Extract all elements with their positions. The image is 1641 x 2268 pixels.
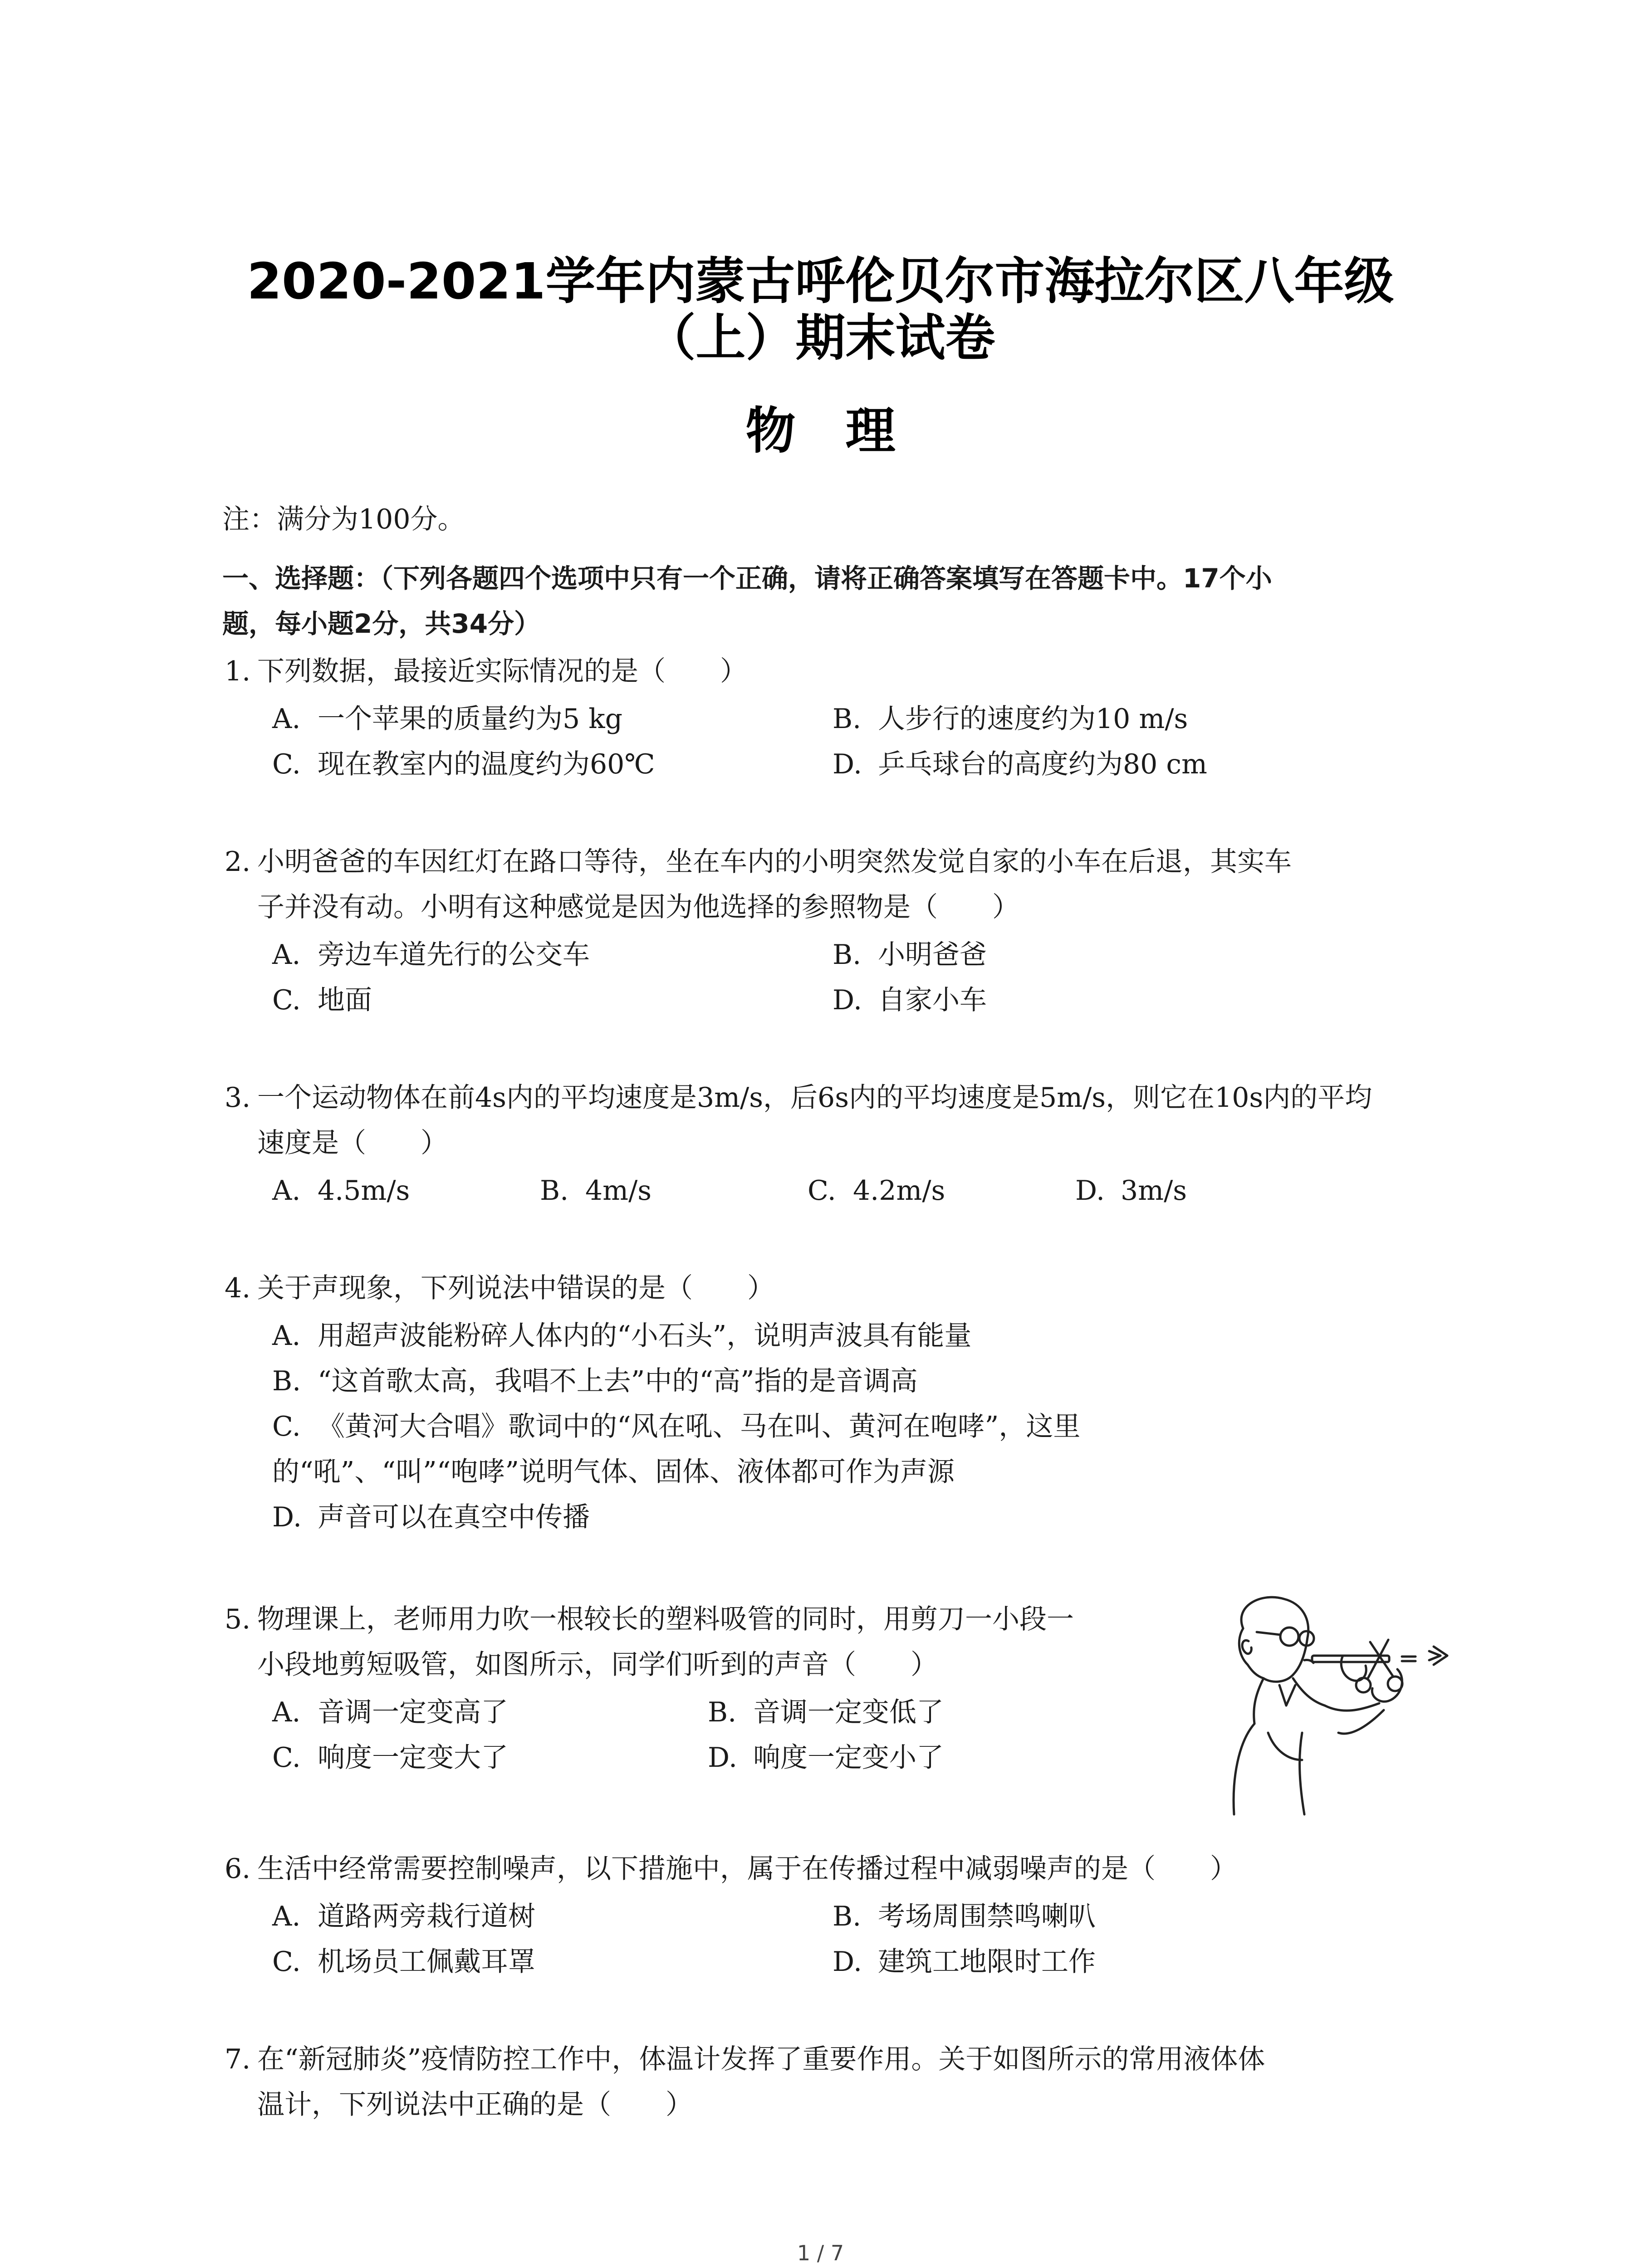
question-text: 物理课上，老师用力吹一根较长的塑料吸管的同时，用剪刀一小段一	[257, 1603, 1074, 1635]
option-text: 一个苹果的质量约为5 kg	[318, 703, 623, 735]
question-text: 关于声现象，下列说法中错误的是（ ）	[257, 1272, 774, 1304]
exam-title-line1: 2020-2021学年内蒙古呼伦贝尔市海拉尔区八年级	[247, 252, 1394, 310]
question-number: 1.	[225, 655, 251, 687]
option-letter: C.	[272, 1411, 301, 1442]
section-heading-line2: 题，每小题2分，共34分）	[222, 608, 541, 639]
score-note: 注：满分为100分。	[222, 503, 465, 535]
option-text: 小明爸爸	[878, 939, 987, 971]
option-a	[272, 937, 590, 973]
option-letter: D.	[833, 748, 862, 780]
subject-title: 物理	[745, 402, 945, 460]
option-letter: C.	[272, 748, 301, 780]
option-letter: C.	[272, 1946, 301, 1978]
option-text: 4.5m/s	[318, 1175, 410, 1207]
question-text: 小明爸爸的车因红灯在路口等待，坐在车内的小明突然发觉自家的小车在后退，其实车	[257, 846, 1292, 878]
option-c	[272, 982, 372, 1018]
option-text: 响度一定变小了	[753, 1742, 944, 1774]
option-c	[272, 1408, 1080, 1445]
option-text: 音调一定变高了	[318, 1696, 508, 1728]
option-text: 道路两旁栽行道树	[318, 1901, 535, 1932]
option-letter: A.	[272, 1175, 301, 1207]
question-number: 5.	[225, 1603, 251, 1635]
option-text: 乒乓球台的高度约为80 cm	[878, 748, 1207, 780]
teacher-cutting-straw-illustration	[1189, 1588, 1461, 1823]
option-d	[272, 1499, 590, 1535]
option-text: 地面	[318, 984, 372, 1016]
option-letter: D.	[833, 984, 862, 1016]
question-5-stem-line1	[225, 1601, 1074, 1637]
option-c	[272, 1740, 508, 1776]
option-letter: C.	[808, 1175, 836, 1207]
question-6-stem	[225, 1851, 1237, 1887]
option-b	[540, 1173, 652, 1209]
option-letter: A.	[272, 1320, 301, 1352]
option-a	[272, 701, 622, 737]
option-text: 旁边车道先行的公交车	[318, 939, 590, 971]
question-2-stem-line1	[225, 844, 1292, 880]
option-b	[833, 1898, 1096, 1935]
option-d	[708, 1740, 944, 1776]
section-heading-line1: 一、选择题：（下列各题四个选项中只有一个正确，请将正确答案填写在答题卡中。17个小	[222, 563, 1272, 594]
option-text: “这首歌太高，我唱不上去”中的“高”指的是音调高	[318, 1365, 918, 1397]
option-c-continued	[272, 1454, 955, 1490]
option-text: 声音可以在真空中传播	[318, 1501, 590, 1533]
option-c	[272, 746, 655, 782]
option-c	[272, 1944, 535, 1980]
question-7-stem-line1	[225, 2041, 1265, 2077]
option-letter: D.	[708, 1742, 738, 1774]
option-letter: D.	[1075, 1175, 1105, 1207]
option-a	[272, 1173, 410, 1209]
question-text: 生活中经常需要控制噪声，以下措施中，属于在传播过程中减弱噪声的是（ ）	[257, 1853, 1237, 1885]
question-number: 4.	[225, 1272, 251, 1304]
option-letter: B.	[833, 939, 862, 971]
option-letter: B.	[540, 1175, 569, 1207]
question-4-stem	[225, 1270, 774, 1306]
option-text: 自家小车	[878, 984, 987, 1016]
question-2-stem-line2: 子并没有动。小明有这种感觉是因为他选择的参照物是（ ）	[257, 891, 1019, 923]
option-letter: C.	[272, 1742, 301, 1774]
question-7-stem-line2: 温计，下列说法中正确的是（ ）	[257, 2089, 693, 2121]
option-text: 4.2m/s	[853, 1175, 945, 1207]
question-number: 7.	[225, 2043, 251, 2075]
option-text: 响度一定变大了	[318, 1742, 508, 1774]
option-text: 考场周围禁鸣喇叭	[878, 1901, 1096, 1932]
option-d	[833, 982, 987, 1018]
option-text: 人步行的速度约为10 m/s	[878, 703, 1188, 735]
question-text: 下列数据，最接近实际情况的是（ ）	[257, 655, 747, 687]
option-text: 音调一定变低了	[753, 1696, 944, 1728]
exam-title-line2: （上）期末试卷	[646, 309, 995, 367]
option-text: 《黄河大合唱》歌词中的“风在吼、马在叫、黄河在咆哮”，这里	[318, 1411, 1081, 1442]
option-letter: D.	[833, 1946, 862, 1978]
question-number: 6.	[225, 1853, 251, 1885]
option-d	[1075, 1173, 1187, 1209]
question-text: 在“新冠肺炎”疫情防控工作中，体温计发挥了重要作用。关于如图所示的常用液体体	[257, 2043, 1265, 2075]
question-number: 2.	[225, 846, 251, 878]
option-text: 4m/s	[585, 1175, 652, 1207]
option-text: 机场员工佩戴耳罩	[318, 1946, 535, 1978]
option-text: 现在教室内的温度约为60℃	[318, 748, 655, 780]
question-1-stem	[225, 653, 747, 689]
question-number: 3.	[225, 1082, 251, 1114]
option-a	[272, 1694, 508, 1730]
option-c	[808, 1173, 945, 1209]
option-b	[272, 1363, 918, 1399]
option-letter: B.	[833, 1901, 862, 1932]
question-3-stem-line2: 速度是（ ）	[257, 1127, 448, 1159]
option-letter: B.	[272, 1365, 301, 1397]
option-letter: B.	[708, 1696, 737, 1728]
option-letter: B.	[833, 703, 862, 735]
question-3-stem-line1	[225, 1080, 1372, 1116]
option-letter: A.	[272, 1696, 301, 1728]
question-5-stem-line2: 小段地剪短吸管，如图所示，同学们听到的声音（ ）	[257, 1649, 938, 1681]
option-text: 用超声波能粉碎人体内的“小石头”，说明声波具有能量	[318, 1320, 972, 1352]
option-text: 建筑工地限时工作	[878, 1946, 1096, 1978]
question-text: 一个运动物体在前4s内的平均速度是3m/s，后6s内的平均速度是5m/s，则它在10s内的平均	[257, 1082, 1372, 1114]
option-b	[833, 937, 987, 973]
option-a	[272, 1318, 971, 1354]
option-letter: A.	[272, 1901, 301, 1932]
option-letter: A.	[272, 703, 301, 735]
option-b	[833, 701, 1188, 737]
page-number: 1 / 7	[797, 2241, 844, 2265]
option-d	[833, 746, 1207, 782]
option-text: 3m/s	[1121, 1175, 1187, 1207]
option-b	[708, 1694, 944, 1730]
option-d	[833, 1944, 1096, 1980]
option-a	[272, 1898, 535, 1935]
option-letter: C.	[272, 984, 301, 1016]
option-letter: D.	[272, 1501, 302, 1533]
option-text: 的“吼”、“叫”“咆哮”说明气体、固体、液体都可作为声源	[272, 1456, 955, 1488]
option-letter: A.	[272, 939, 301, 971]
